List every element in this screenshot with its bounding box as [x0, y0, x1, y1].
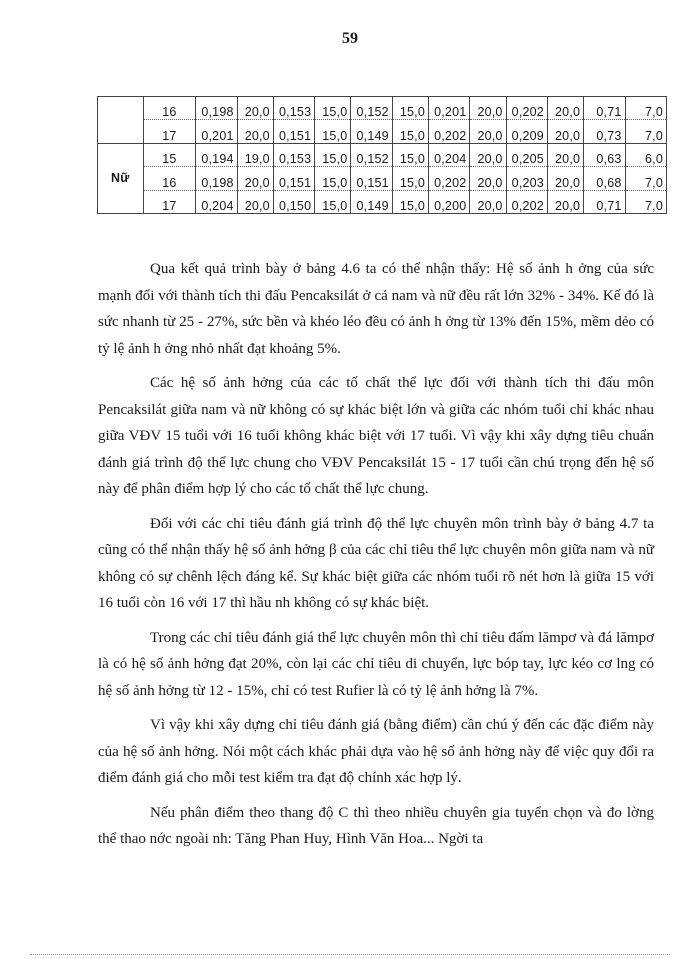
age-cell: 16 — [143, 167, 196, 190]
value-cell: 0,63 — [584, 143, 625, 166]
value-cell: 6,0 — [625, 143, 666, 166]
value-cell: 7,0 — [625, 120, 666, 143]
value-cell: 20,0 — [470, 167, 506, 190]
value-cell: 0,203 — [506, 167, 547, 190]
age-cell: 15 — [143, 143, 196, 166]
value-cell: 0,153 — [273, 143, 314, 166]
value-cell: 0,204 — [429, 143, 470, 166]
paragraph: Đối với các chỉ tiêu đánh giá trình độ thể lực chuyên môn trình bày ở bảng 4.7 ta cũng có thể nhận thấy hệ số ảnh hởng β của các chỉ tiêu thể lực chuyên môn giữa nam và nữ không có sự chênh lệch đáng kể. Sự khác biệt giữa các nhóm tuổi rõ nét hơn là giữa 15 với 16 tuổi còn 16 với 17 thì hầu nh không có sự khác biệt. — [98, 515, 654, 611]
value-cell: 20,0 — [237, 120, 273, 143]
value-cell: 15,0 — [392, 97, 428, 120]
value-cell: 0,150 — [273, 190, 314, 213]
value-cell: 15,0 — [392, 190, 428, 213]
value-cell: 15,0 — [392, 167, 428, 190]
value-cell: 20,0 — [547, 190, 583, 213]
table-row — [98, 97, 667, 120]
value-cell: 20,0 — [547, 97, 583, 120]
value-cell: 0,205 — [506, 143, 547, 166]
value-cell: 0,202 — [506, 190, 547, 213]
paragraph: Vì vậy khi xây dựng chỉ tiêu đánh giá (bằng điểm) cần chú ý đến các đặc điểm này của hệ số ảnh hởng. Nói một cách khác phải dựa vào hệ số ảnh hởng này để việc quy đổi ra điểm đánh giá cho mỗi test kiểm tra đạt độ chính xác hợp lý. — [98, 717, 654, 786]
value-cell: 15,0 — [392, 120, 428, 143]
value-cell: 0,202 — [429, 120, 470, 143]
page-number: 59 — [342, 30, 358, 47]
paragraph: Các hệ số ảnh hởng của các tố chất thể lực đối với thành tích thi đấu môn Pencaksilát giữa nam và nữ không có sự khác biệt lớn và giữa các nhóm tuổi chỉ khác nhau giữa VĐV 15 tuổi với 16 tuổi không khác biệt với 17 tuổi. Vì vậy khi xây dựng tiêu chuẩn đánh giá trình độ thể lực chung cho VĐV Pencaksilát 15 - 17 tuổi cần chú trọng đến hệ số này để phân điểm hợp lý cho các tố chất thể lực chung. — [98, 375, 654, 497]
value-cell: 0,149 — [351, 120, 392, 143]
value-cell: 0,194 — [196, 143, 237, 166]
value-cell: 7,0 — [625, 97, 666, 120]
value-cell: 7,0 — [625, 167, 666, 190]
table-row — [98, 167, 667, 190]
group-label: Nữ — [98, 143, 144, 213]
value-cell: 0,71 — [584, 97, 625, 120]
value-cell: 0,152 — [351, 97, 392, 120]
value-cell: 20,0 — [470, 190, 506, 213]
value-cell: 0,149 — [351, 190, 392, 213]
value-cell: 0,198 — [196, 167, 237, 190]
bottom-rule — [30, 954, 670, 955]
value-cell: 20,0 — [237, 190, 273, 213]
value-cell: 0,152 — [351, 143, 392, 166]
value-cell: 20,0 — [547, 120, 583, 143]
value-cell: 0,151 — [351, 167, 392, 190]
paragraph: Nếu phân điểm theo thang độ C thì theo nhiều chuyên gia tuyển chọn và đo lờng thể thao nớc ngoài nh: Tăng Phan Huy, Hình Văn Hoa... Ngời ta — [98, 804, 654, 847]
value-cell: 15,0 — [315, 120, 351, 143]
value-cell: 0,202 — [429, 167, 470, 190]
value-cell: 15,0 — [392, 143, 428, 166]
value-cell: 15,0 — [315, 167, 351, 190]
value-cell: 0,153 — [273, 97, 314, 120]
value-cell: 15,0 — [315, 97, 351, 120]
value-cell: 0,68 — [584, 167, 625, 190]
table-row — [98, 120, 667, 143]
value-cell: 0,201 — [196, 120, 237, 143]
value-cell: 15,0 — [315, 143, 351, 166]
value-cell: 15,0 — [315, 190, 351, 213]
age-cell: 17 — [143, 190, 196, 213]
value-cell: 20,0 — [237, 167, 273, 190]
value-cell: 20,0 — [547, 167, 583, 190]
value-cell: 0,202 — [506, 97, 547, 120]
value-cell: 0,209 — [506, 120, 547, 143]
value-cell: 0,71 — [584, 190, 625, 213]
table-row — [98, 190, 667, 213]
value-cell: 0,198 — [196, 97, 237, 120]
value-cell: 20,0 — [470, 97, 506, 120]
value-cell: 0,204 — [196, 190, 237, 213]
value-cell: 20,0 — [547, 143, 583, 166]
value-cell: 19,0 — [237, 143, 273, 166]
value-cell: 0,200 — [429, 190, 470, 213]
value-cell: 20,0 — [470, 143, 506, 166]
paragraph: Qua kết quả trình bày ở bảng 4.6 ta có thể nhận thấy: Hệ số ảnh h ởng của sức mạnh đối với thành tích thi đấu Pencaksilát ở cả nam và nữ đều rất lớn 32% - 34%. Kế đó là sức nhanh từ 25 - 27%, sức bền và khéo léo đều có ảnh h ởng từ 13% đến 15%, mềm dẻo có tỷ lệ ảnh h ởng nhỏ nhất đạt khoảng 5%. — [98, 261, 654, 357]
age-cell: 16 — [143, 97, 196, 120]
value-cell: 0,201 — [429, 97, 470, 120]
value-cell: 7,0 — [625, 190, 666, 213]
value-cell: 0,151 — [273, 167, 314, 190]
age-cell: 17 — [143, 120, 196, 143]
table-row — [98, 143, 667, 166]
paragraph: Trong các chỉ tiêu đánh giá thể lực chuyên môn thì chỉ tiêu đấm lămpơ và đá lămpơ là có hệ số ảnh hởng đạt 20%, còn lại các chỉ tiêu di chuyển, lực bóp tay, lực kéo cơ lng có hệ số ảnh hởng từ 12 - 15%, chỉ có test Rufier là có tỷ lệ ảnh hởng là 7%. — [98, 629, 654, 699]
value-cell: 0,73 — [584, 120, 625, 143]
body-text — [98, 256, 654, 861]
coefficient-table — [97, 96, 667, 214]
group-label — [98, 97, 144, 144]
value-cell: 20,0 — [237, 97, 273, 120]
value-cell: 0,151 — [273, 120, 314, 143]
value-cell: 20,0 — [470, 120, 506, 143]
